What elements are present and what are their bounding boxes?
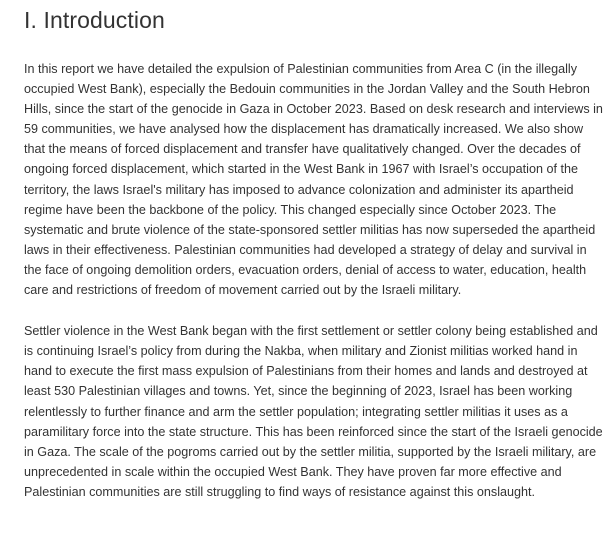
body-paragraph-1: In this report we have detailed the expulsion of Palestinian communities from Area C (in the illegally occupied West Bank), especially the Bedouin communities in the Jordan Valley and the South Hebron Hills, since the start of the genocide in Gaza in October 2023. Based on desk research and interviews in 59 communities, we have analysed how the displacement has dramatically increased. We also show that the means of forced displacement and transfer have qualitatively changed. Over the decades of ongoing forced displacement, which started in the West Bank in 1967 with Israel’s occupation of the territory, the laws Israel's military has imposed to advance colonization and administer its apartheid regime have been the backbone of the policy. This changed especially since October 2023. The systematic and brute violence of the state-sponsored settler militias has now superseded the apartheid laws in their effectiveness. Palestinian communities had developed a strategy of delay and survival in the face of ongoing demolition orders, evacuation orders, denial of access to water, education, health care and restrictions of freedom of movement carried out by the Israeli military. — [24, 62, 603, 298]
body-paragraph-2: Settler violence in the West Bank began with the first settlement or settler colony being established and is continuing Israel’s policy from during the Nakba, when military and Zionist militias worked hand in hand to execute the first mass expulsion of Palestinians from their homes and lands and destroyed at least 530 Palestinian villages and towns. Yet, since the beginning of 2023, Israel has been working relentlessly to further finance and arm the settler population; integrating settler militias it uses as a paramilitary force into the state structure. This has been reinforced since the start of the Israeli genocide in Gaza. The scale of the pogroms carried out by the settler militia, supported by the Israeli military, are unprecedented in scale within the occupied West Bank. They have proven far more effective and Palestinian communities are still struggling to find ways of resistance against this onslaught. — [24, 324, 603, 499]
section-heading: I. Introduction — [24, 7, 165, 33]
